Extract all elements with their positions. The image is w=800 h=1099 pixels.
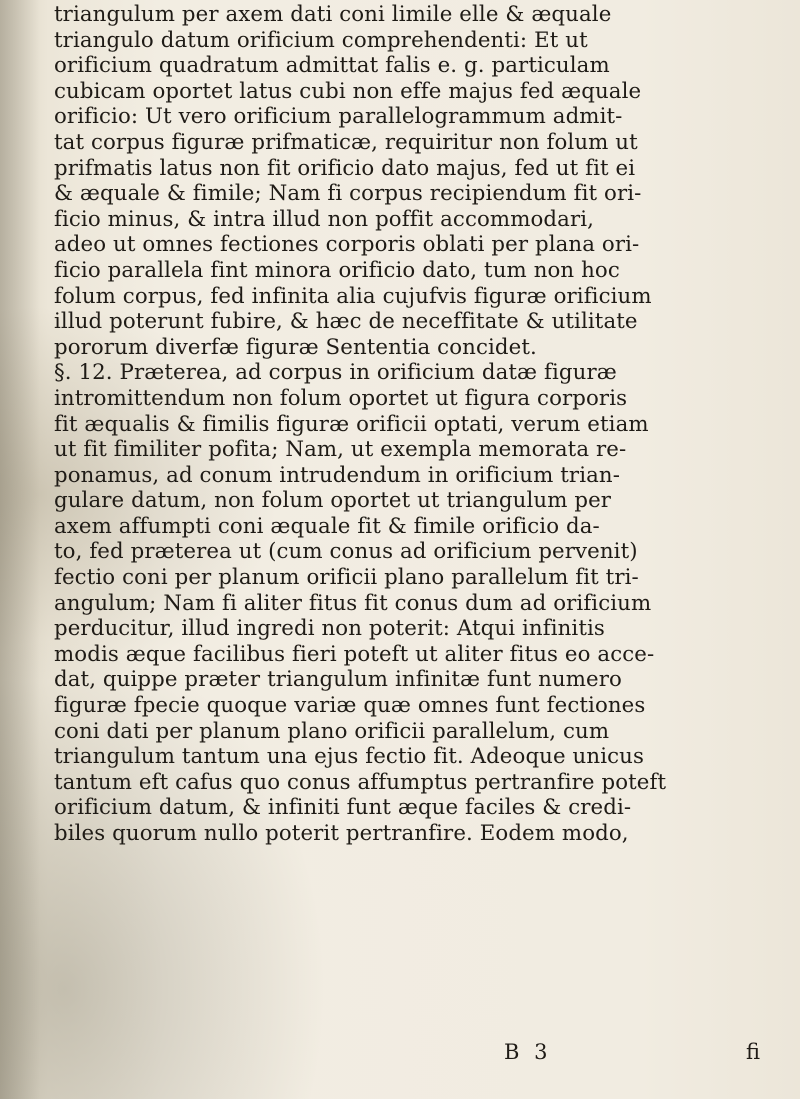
body-text [54,2,764,847]
text-line: triangulum tantum una ejus fectio fit. Adeoque unicus [54,744,644,770]
text-line: ut fit fimiliter pofita; Nam, ut exempla memorata re- [54,437,627,463]
text-line: tat corpus figuræ prifmaticæ, requiritur non folum ut [54,129,638,155]
text-line: triangulum per axem dati coni limile elle & æquale [54,2,612,27]
text-line: figuræ fpecie quoque variæ quæ omnes funt fectiones [54,693,646,719]
text-line: to, fed præterea ut (cum conus ad orificium pervenit) [54,539,638,565]
text-line: fectio coni per planum orificii plano parallelum fit tri- [54,565,639,591]
text-line: folum corpus, fed infinita alia cujufvis figuræ orificium [54,283,652,309]
text-line: orificium datum, & infiniti funt æque faciles & credi- [54,795,632,821]
text-line: fit æqualis & fimilis figuræ orificii optati, verum etiam [54,411,649,437]
text-line: axem affumpti coni æquale fit & fimile orificio da- [54,513,600,539]
text-line: orificium quadratum admittat falis e. g. particulam [54,53,610,79]
binding-shadow [0,0,40,1099]
text-line: angulum; Nam fi aliter fitus fit conus dum ad orificium [54,590,652,616]
text-line: ponamus, ad conum intrudendum in orificium trian- [54,462,621,488]
text-line: adeo ut omnes fectiones corporis oblati per plana ori- [54,232,640,258]
text-line: orificio: Ut vero orificium parallelogrammum admit- [54,104,623,130]
text-line: perducitur, illud ingredi non poterit: Atqui infinitis [54,616,605,642]
text-line: tantum eft cafus quo conus affumptus pertranfire poteft [54,769,667,795]
text-line: triangulo datum orificium comprehendenti: Et ut [54,27,588,53]
text-line: coni dati per planum plano orificii parallelum, cum [54,718,610,744]
text-line: dat, quippe præter triangulum infinitæ funt numero [54,667,622,693]
text-line: & æquale & fimile; Nam fi corpus recipiendum fit ori- [54,181,642,207]
text-line: illud poterunt fubire, & hæc de neceffitate & utilitate [54,309,638,335]
text-line: gulare datum, non folum oportet ut triangulum per [54,488,612,514]
text-line: cubicam oportet latus cubi non effe majus fed æquale [54,78,642,104]
text-line: ficio minus, & intra illud non poffit accommodari, [54,206,595,232]
text-line: pororum diverfæ figuræ Sententia concidet. [54,334,537,360]
text-line: ficio parallela fint minora orificio dato, tum non hoc [54,257,620,283]
section-line: §. 12. Præterea, ad corpus in orificium datæ figuræ [54,360,617,386]
text-line: modis æque facilibus fieri poteft ut aliter fitus eo acce- [54,641,655,667]
text-line: biles quorum nullo poterit pertranfire. Eodem modo, [54,821,629,846]
catchword: fi [746,1040,761,1064]
page-footer [54,1040,764,1070]
text-line: intromittendum non folum oportet ut figura corporis [54,385,628,411]
signature-mark: B 3 [504,1040,552,1064]
text-line: prifmatis latus non fit orificio dato majus, fed ut fit ei [54,155,636,181]
